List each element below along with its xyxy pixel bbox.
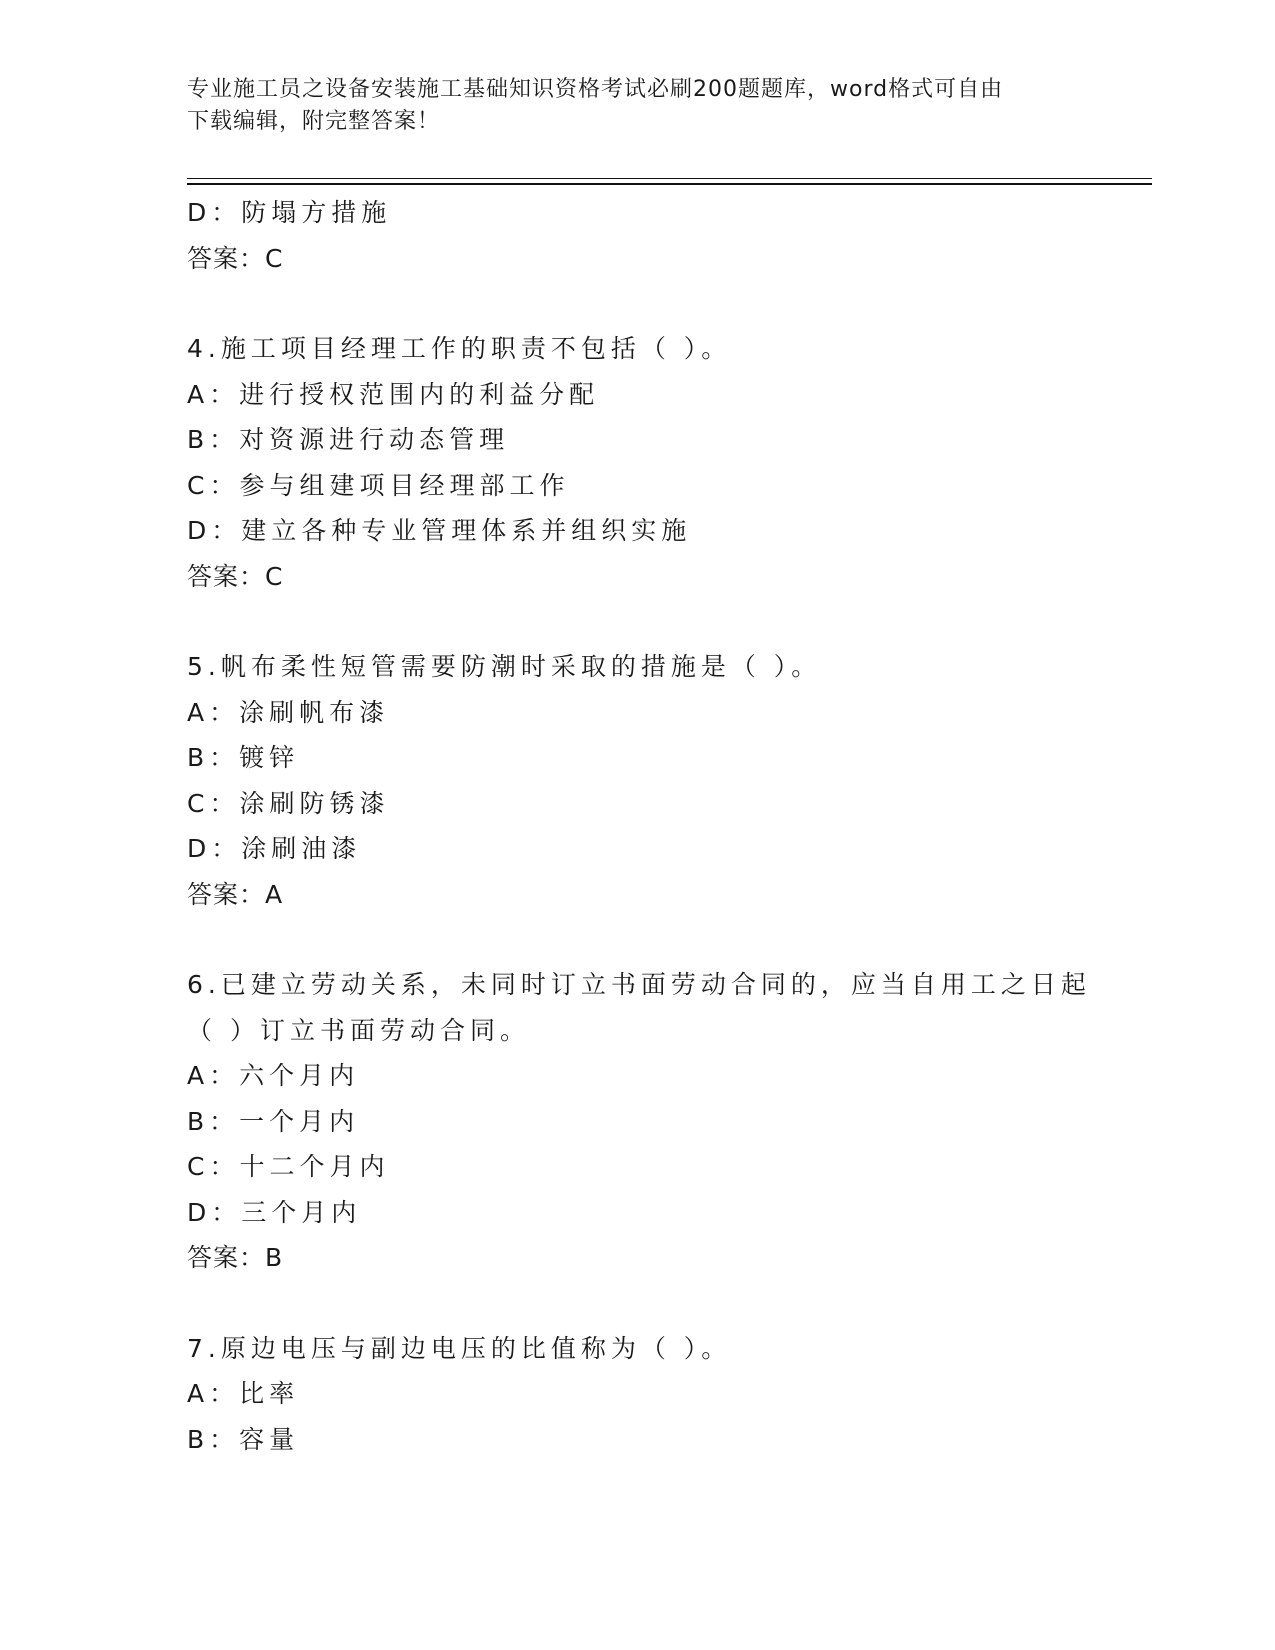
option-b: B：一个月内 <box>187 1106 360 1136</box>
question-stem: 4.施工项目经理工作的职责不包括（ ）。 <box>187 334 732 363</box>
question-stem: 6.已建立劳动关系，未同时订立书面劳动合同的，应当自用工之日起 <box>187 970 1091 999</box>
option-b: B：对资源进行动态管理 <box>187 425 510 454</box>
option-d: D：三个月内 <box>187 1197 362 1227</box>
question-3-fragment <box>187 190 1147 281</box>
header-line-2: 下载编辑，附完整答案！ <box>187 109 441 134</box>
answer: 答案：C <box>187 561 284 591</box>
header-line-1: 专业施工员之设备安装施工基础知识资格考试必刷200题题库，word格式可自由 <box>187 77 1004 102</box>
answer: 答案：A <box>187 879 284 909</box>
question-6 <box>187 962 1147 1281</box>
question-7 <box>187 1326 1147 1463</box>
answer: 答案：C <box>187 243 284 273</box>
option-a: A：六个月内 <box>187 1061 360 1090</box>
option-a: A：进行授权范围内的利益分配 <box>187 379 600 409</box>
option-d: D：建立各种专业管理体系并组织实施 <box>187 516 692 545</box>
option-d: D：防塌方措施 <box>187 198 392 227</box>
header-divider-thick <box>187 183 1152 185</box>
option-a: A：比率 <box>187 1379 300 1408</box>
option-b: B：容量 <box>187 1424 300 1454</box>
option-d: D：涂刷油漆 <box>187 834 362 863</box>
question-stem-continued: （ ）订立书面劳动合同。 <box>187 1015 530 1045</box>
option-c: C：十二个月内 <box>187 1152 390 1181</box>
question-stem: 7.原边电压与副边电压的比值称为（ ）。 <box>187 1333 732 1363</box>
answer: 答案：B <box>187 1243 284 1272</box>
option-c: C：参与组建项目经理部工作 <box>187 470 570 500</box>
question-4 <box>187 326 1147 599</box>
option-c: C：涂刷防锈漆 <box>187 788 390 818</box>
option-a: A：涂刷帆布漆 <box>187 697 390 727</box>
question-stem: 5.帆布柔性短管需要防潮时采取的措施是（ ）。 <box>187 652 822 681</box>
document-body <box>187 190 1147 1462</box>
question-5 <box>187 644 1147 917</box>
header-divider-thin <box>187 178 1152 179</box>
option-b: B：镀锌 <box>187 743 300 772</box>
document-header <box>187 74 1087 138</box>
